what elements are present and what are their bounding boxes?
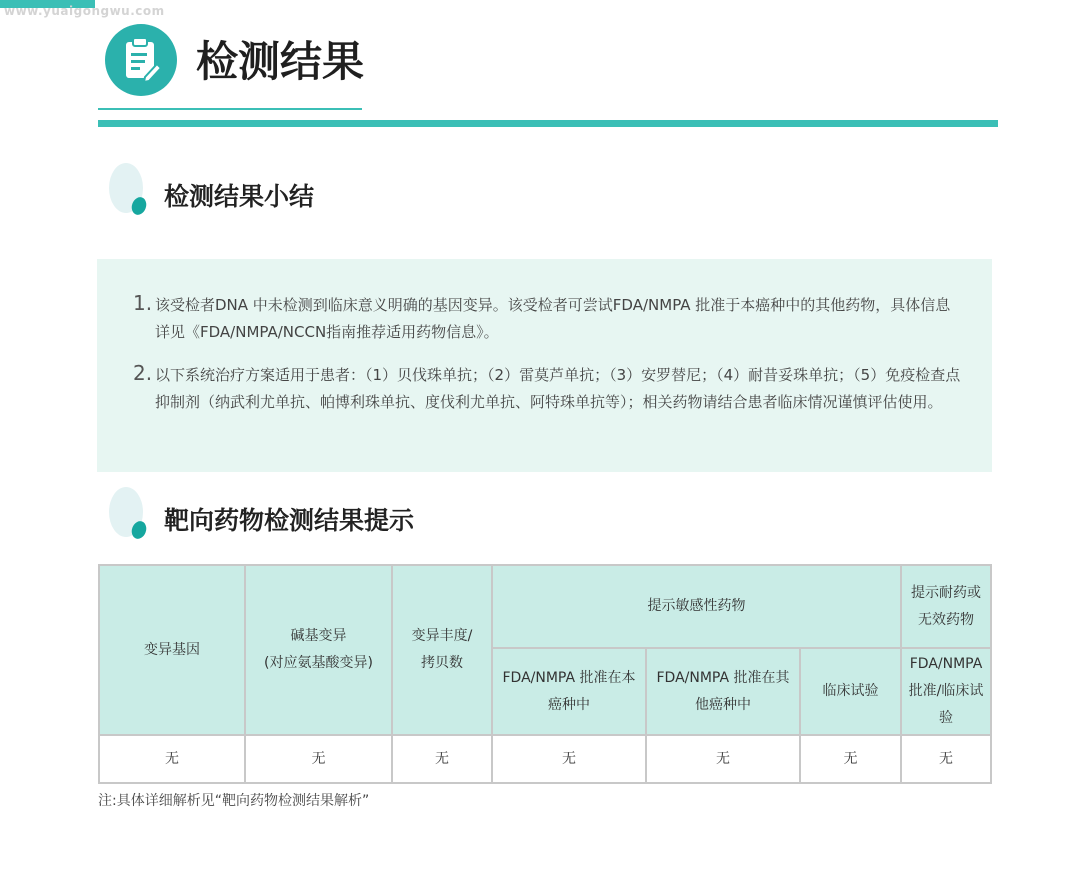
summary-box bbox=[97, 259, 992, 472]
header-base-change bbox=[245, 565, 392, 735]
targeted-drug-table bbox=[98, 564, 992, 784]
header-clinical-trial: 临床试验 bbox=[800, 648, 901, 735]
table-note: 注:具体详细解析见“靶向药物检测结果解析” bbox=[98, 793, 370, 809]
table-cell: 无 bbox=[800, 735, 901, 783]
header-resistant-drugs: 提示耐药或无效药物 bbox=[901, 565, 991, 648]
clipboard-icon bbox=[105, 24, 177, 96]
header-gene: 变异基因 bbox=[99, 565, 245, 735]
table-cell: 无 bbox=[245, 735, 392, 783]
watermark: www.yuaigongwu.com bbox=[4, 4, 165, 18]
summary-item-number: 1. bbox=[133, 291, 153, 315]
header-abundance-line2: 拷贝数 bbox=[421, 655, 463, 671]
header-fda-other-cancer: FDA/NMPA 批准在其他癌种中 bbox=[646, 648, 800, 735]
summary-item-number: 2. bbox=[133, 361, 153, 385]
leaf-icon bbox=[106, 486, 150, 542]
header-fda-clinical-trial: FDA/NMPA批准/临床试验 bbox=[901, 648, 991, 735]
page-title: 检测结果 bbox=[196, 37, 365, 86]
header-base-change-line1: 碱基变异 bbox=[290, 628, 347, 644]
table-cell: 无 bbox=[99, 735, 245, 783]
section-title-summary: 检测结果小结 bbox=[164, 182, 315, 211]
table-cell: 无 bbox=[646, 735, 800, 783]
table-row bbox=[99, 735, 991, 783]
table-cell: 无 bbox=[392, 735, 492, 783]
summary-item-2 bbox=[133, 362, 963, 416]
header-fda-this-cancer: FDA/NMPA 批准在本癌种中 bbox=[492, 648, 646, 735]
table-cell: 无 bbox=[492, 735, 646, 783]
title-underline bbox=[98, 108, 362, 110]
header-abundance-line1: 变异丰度/ bbox=[411, 628, 473, 644]
header-divider bbox=[98, 120, 998, 127]
summary-item-text: 该受检者DNA 中未检测到临床意义明确的基因变异。该受检者可尝试FDA/NMPA 批准于本癌种中的其他药物，具体信息详见《FDA/NMPA/NCCN指南推荐适用药物信息》。 bbox=[155, 296, 951, 341]
header-sensitive-drugs: 提示敏感性药物 bbox=[492, 565, 901, 648]
table-cell: 无 bbox=[901, 735, 991, 783]
leaf-icon bbox=[106, 162, 150, 218]
summary-item-text: 以下系统治疗方案适用于患者：（1）贝伐珠单抗；（2）雷莫芦单抗；（3）安罗替尼；（4）耐昔妥珠单抗；（5）免疫检查点抑制剂（纳武利尤单抗、帕博利珠单抗、度伐利尤单抗、阿特珠单抗等）；相关药物请结合患者临床情况谨慎评估使用。 bbox=[155, 366, 961, 411]
section-title-targeted-drugs: 靶向药物检测结果提示 bbox=[164, 506, 415, 535]
header-abundance bbox=[392, 565, 492, 735]
summary-item-1 bbox=[133, 292, 963, 346]
header-base-change-line2: (对应氨基酸变异) bbox=[264, 655, 373, 671]
